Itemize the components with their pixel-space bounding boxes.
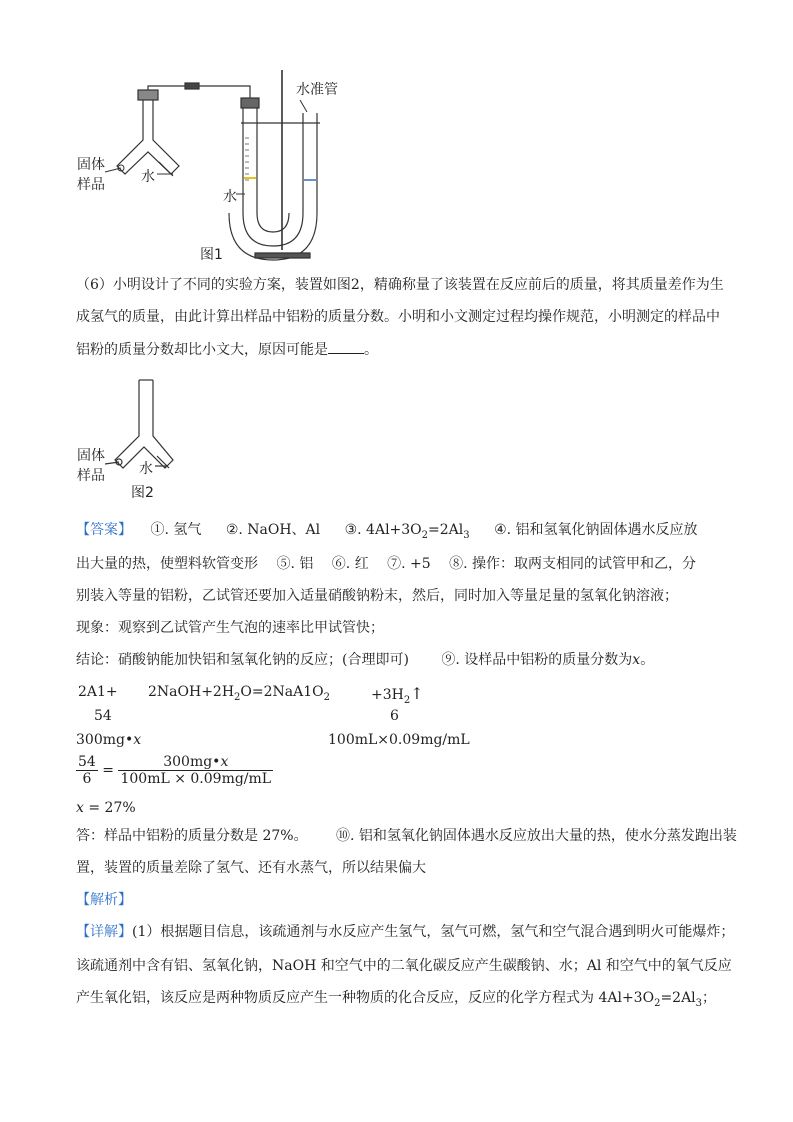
final-answer-line-1 xyxy=(76,828,737,844)
fig1-water-tube-label: 水 xyxy=(223,189,237,205)
fig1-sample-label: 样品 xyxy=(77,177,105,193)
molar-mass-h2: 6 xyxy=(390,708,399,724)
q6-line-2: 成氢气的质量，由此计算出样品中铝粉的质量分数。小明和小文测定过程均操作规范，小明测定的样品中 xyxy=(76,309,720,325)
answer-line-2: 出大量的热，使塑料软管变形 ⑤. 铝 ⑥. 红 ⑦. +5 ⑧. 操作：取两支相同的试管甲和乙，分 xyxy=(76,556,697,572)
molar-mass-al: 54 xyxy=(94,708,112,724)
fig1-caption: 图1 xyxy=(200,247,223,263)
mass-al: 300mg•x xyxy=(76,732,142,748)
answer-2: ②. NaOH、Al xyxy=(225,522,321,538)
fig2-sample-label: 样品 xyxy=(77,468,105,484)
analysis-line-3: 产生氧化铝，该反应是两种物质反应产生一种物质的化合反应，反应的化学方程式为 $4Al+3O_2=2Al_3$； xyxy=(76,990,717,1009)
analysis-line-2: 该疏通剂中含有铝、氢氧化钠，NaOH 和空气中的二氧化碳反应产生碳酸钠、水；Al 和空气中的氧气反应 xyxy=(76,958,732,974)
answer-line-4: 现象：观察到乙试管产生气泡的速率比甲试管快； xyxy=(76,620,384,636)
fig2-water-label: 水 xyxy=(139,461,153,477)
final-answer-line-2: 置，装置的质量差除了氢气、还有水蒸气，所以结果偏大 xyxy=(76,860,426,876)
q6-line-1: （6）小明设计了不同的实验方案，装置如图2，精确称量了该装置在反应前后的质量，将其质量差作为生 xyxy=(76,277,724,293)
fig2-solid-label: 固体 xyxy=(77,448,105,464)
proportion-equation: $\frac{54}{6}$ = $\frac{300mg•x}{100mL \times 0.09mg/mL}$ xyxy=(78,754,272,787)
detail-tag: 【详解】 xyxy=(76,924,132,940)
answer-blank xyxy=(328,341,364,354)
var-x: x xyxy=(632,652,641,668)
fig1-solid-label: 固体 xyxy=(77,157,105,173)
answer-4: ④. 铝和氢氧化钠固体遇水反应放 xyxy=(494,522,698,538)
final-answer: 答：样品中铝粉的质量分数是 27%。 xyxy=(76,828,308,844)
answer-line-1 xyxy=(76,522,726,544)
result: x = 27% xyxy=(76,800,136,816)
equation-product-h2: $+3H_2↑$ xyxy=(371,684,424,706)
answer-line-5: 结论：硝酸钠能加快铝和氢氧化钠的反应；(合理即可) ⑨. 设样品中铝粉的质量分数为x。 xyxy=(76,652,655,668)
answer-9: ⑨. 设样品中铝粉的质量分数为 xyxy=(441,652,633,668)
answer-line-3: 别装入等量的铝粉，乙试管还要加入适量硝酸钠粉末，然后，同时加入等量足量的氢氧化钠溶液； xyxy=(76,588,678,604)
analysis-tag: 【解析】 xyxy=(76,892,132,908)
q6-line-3-end: 。 xyxy=(364,342,378,358)
answer-3: ③. $4Al+3O_2=2Al_3$ xyxy=(344,522,470,541)
q6-line-3 xyxy=(76,341,726,358)
fig2-caption: 图2 xyxy=(131,485,154,501)
answer-10: ⑩. 铝和氢氧化钠固体遇水反应放出大量的热，使水分蒸发跑出装 xyxy=(336,828,737,844)
equation-reactant-al: 2A1+ xyxy=(78,684,118,700)
q6-line-3-text: 铝粉的质量分数却比小文大，原因可能是 xyxy=(76,342,328,358)
analysis-line-1: 【详解】(1）根据题目信息，该疏通剂与水反应产生氢气，氢气可燃，氢气和空气混合遇到明火可能爆炸； xyxy=(76,924,735,940)
fig1-level-tube-label: 水准管 xyxy=(296,82,338,98)
conclusion-text: 结论：硝酸钠能加快铝和氢氧化钠的反应；(合理即可) xyxy=(76,652,409,668)
equation-reactants: $2NaOH+2H_2O=2NaA1O_2$ xyxy=(148,684,331,703)
mass-h2: 100mL×0.09mg/mL xyxy=(328,732,470,748)
answer-tag: 【答案】 xyxy=(76,522,132,538)
answer-1: ①. 氢气 xyxy=(150,522,202,538)
fig1-water-flask-label: 水 xyxy=(141,169,155,185)
